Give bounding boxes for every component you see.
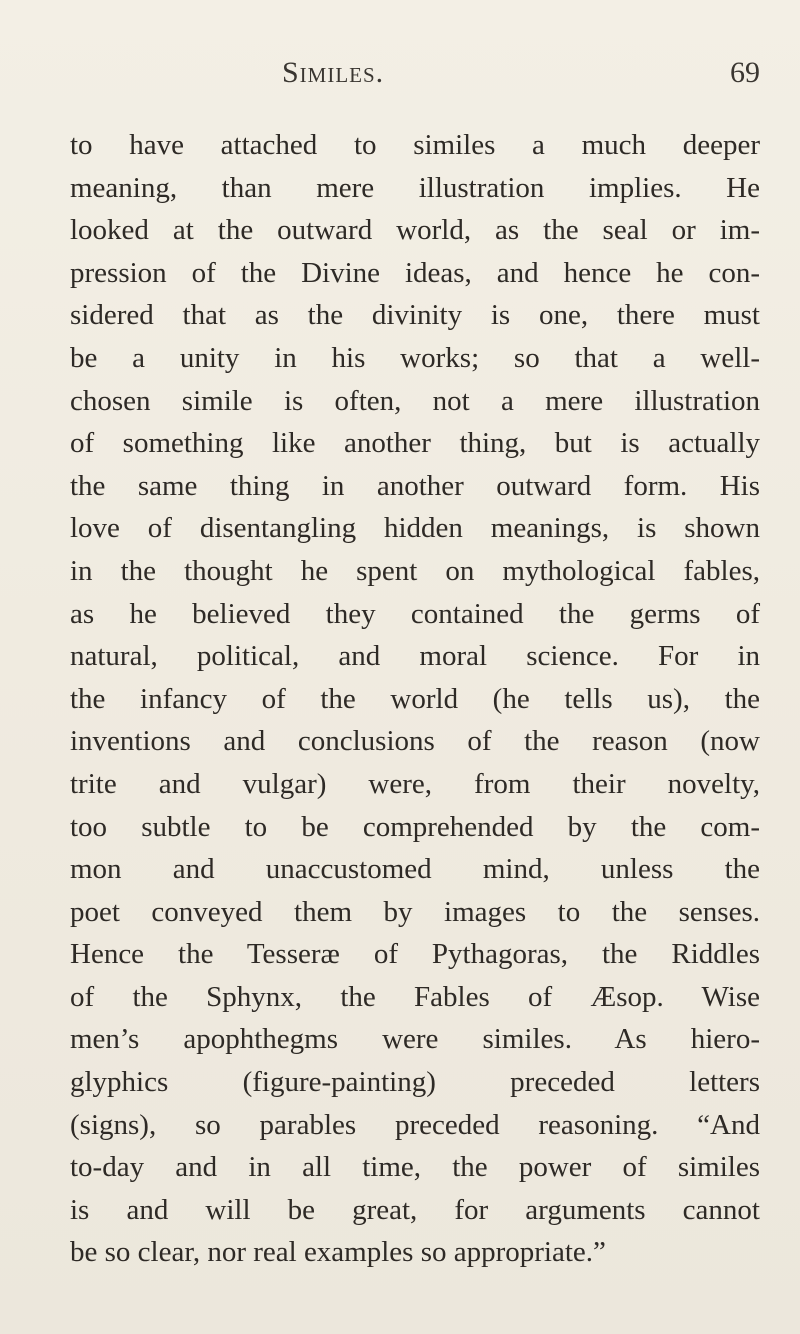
text-line: the same thing in another outward form. His (70, 469, 760, 502)
text-line: love of disentangling hidden meanings, is shown (70, 512, 760, 545)
text-line: is and will be great, for arguments cannot (70, 1193, 760, 1226)
text-line: mon and unaccustomed mind, unless the (70, 853, 760, 886)
text-line: be so clear, nor real examples so appropriate.” (70, 1236, 606, 1269)
text-line: in the thought he spent on mythological fables, (70, 554, 760, 587)
text-line: pression of the Divine ideas, and hence he con- (70, 256, 760, 289)
text-line: Hence the Tesseræ of Pythagoras, the Riddles (70, 938, 760, 971)
text-line: sidered that as the divinity is one, there must (70, 299, 760, 332)
text-line: trite and vulgar) were, from their novelty, (70, 767, 760, 800)
body-paragraph (70, 124, 760, 1274)
text-line: of the Sphynx, the Fables of Æsop. Wise (70, 980, 760, 1013)
running-head (70, 56, 760, 96)
text-line: glyphics (figure-painting) preceded letters (70, 1066, 760, 1099)
text-line: natural, political, and moral science. For in (70, 640, 760, 673)
text-line: meaning, than mere illustration implies. He (70, 171, 760, 204)
text-line: to have attached to similes a much deeper (70, 129, 760, 161)
text-line: too subtle to be comprehended by the com- (70, 810, 760, 843)
text-line: to-day and in all time, the power of similes (70, 1151, 760, 1184)
text-line: of something like another thing, but is actually (70, 427, 760, 460)
text-line: looked at the outward world, as the seal or im- (70, 214, 760, 247)
text-line: chosen simile is often, not a mere illustration (70, 384, 760, 417)
text-line: (signs), so parables preceded reasoning. “And (70, 1108, 760, 1141)
text-line: men’s apophthegms were similes. As hiero- (70, 1023, 760, 1056)
page-number: 69 (730, 56, 760, 89)
text-line: the infancy of the world (he tells us), the (70, 682, 760, 715)
text-line: inventions and conclusions of the reason (now (70, 725, 760, 758)
text-line: poet conveyed them by images to the senses. (70, 895, 760, 928)
text-line: as he believed they contained the germs of (70, 597, 760, 630)
text-line: be a unity in his works; so that a well- (70, 341, 760, 374)
running-title: Similes. (282, 56, 385, 89)
